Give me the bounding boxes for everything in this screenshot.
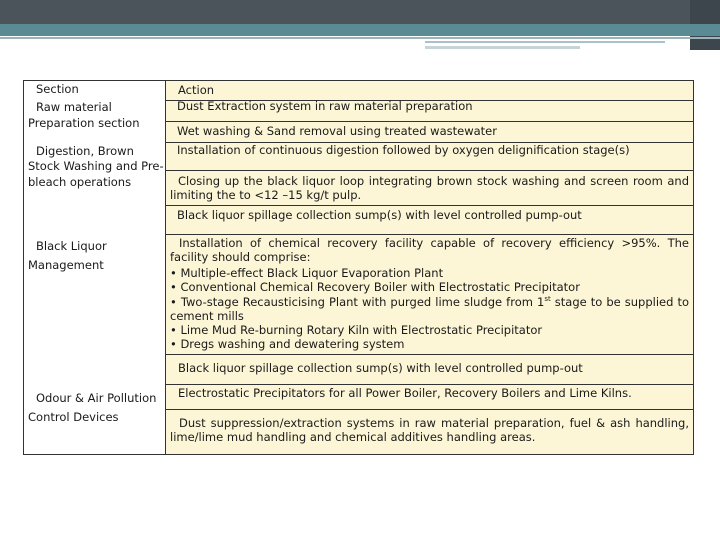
action-cell <box>165 205 694 235</box>
action-header-cell <box>165 80 694 101</box>
action-bullet <box>170 295 689 324</box>
header-bar <box>0 0 720 24</box>
action-text: Installation of continuous digestion followed by oxygen delignification stage(s) <box>177 143 630 157</box>
section-label-line: Stock Washing and Pre- <box>28 159 164 173</box>
action-text: Dust Extraction system in raw material preparation <box>177 99 473 113</box>
action-bullet: • Lime Mud Re-burning Rotary Kiln with Electrostatic Precipitator <box>170 323 543 337</box>
action-bullet: • Dregs washing and dewatering system <box>170 337 405 351</box>
action-cell <box>165 384 694 410</box>
header-rule-shorter <box>425 46 580 49</box>
action-cell <box>165 234 694 355</box>
section-cell-odour <box>23 384 165 455</box>
action-text: Wet washing & Sand removal using treated wastewater <box>177 124 497 138</box>
section-header-cell <box>23 80 165 100</box>
section-cell-digestion <box>23 142 165 238</box>
action-cell <box>165 409 694 455</box>
action-cell <box>165 121 694 143</box>
section-cell-black-liquor <box>23 237 165 385</box>
action-bullet-text: stage to be supplied to cement mills <box>170 295 689 324</box>
action-bullet-text: • Two-stage Recausticising Plant with purged lime sludge from 1 <box>170 295 545 309</box>
action-text: Electrostatic Precipitators for all Power Boiler, Recovery Boilers and Lime Kilns. <box>178 386 632 400</box>
section-label-line: Digestion, Brown <box>36 144 134 158</box>
section-label-line: Preparation section <box>28 116 140 130</box>
header-rule <box>0 37 720 39</box>
section-cell-raw-material <box>23 100 165 142</box>
section-header: Section <box>36 82 79 96</box>
action-cell <box>165 100 694 122</box>
section-label-line: bleach operations <box>28 175 132 189</box>
action-text: Black liquor spillage collection sump(s) with level controlled pump-out <box>177 208 582 222</box>
ordinal-suffix: st <box>544 295 551 304</box>
section-label-line: Odour & Air Pollution <box>36 391 157 405</box>
section-label-line: Management <box>28 258 104 272</box>
action-cell <box>165 142 694 171</box>
action-text: Black liquor spillage collection sump(s) with level controlled pump-out <box>178 361 583 375</box>
action-bullet: • Conventional Chemical Recovery Boiler with Electrostatic Precipitator <box>170 280 580 294</box>
action-bullet: • Multiple-effect Black Liquor Evaporation Plant <box>170 266 444 280</box>
section-label-line: Control Devices <box>28 410 119 424</box>
header-accent-bar <box>0 24 720 36</box>
action-cell <box>165 170 694 206</box>
section-label-line: Black Liquor <box>36 239 107 253</box>
section-label-line: Raw material <box>36 100 112 114</box>
action-text: Closing up the black liquor loop integrating brown stock washing and screen room and limiting the to <12 –15 kg/t pulp. <box>170 174 689 203</box>
action-header: Action <box>178 83 215 97</box>
action-cell <box>165 354 694 385</box>
header-rule-short <box>425 41 665 43</box>
action-text: Dust suppression/extraction systems in raw material preparation, fuel & ash handling, lime/lime mud handling and chemical additives handling areas. <box>170 416 689 445</box>
action-text: Installation of chemical recovery facility capable of recovery efficiency >95%. The facility should comprise: <box>170 236 689 265</box>
